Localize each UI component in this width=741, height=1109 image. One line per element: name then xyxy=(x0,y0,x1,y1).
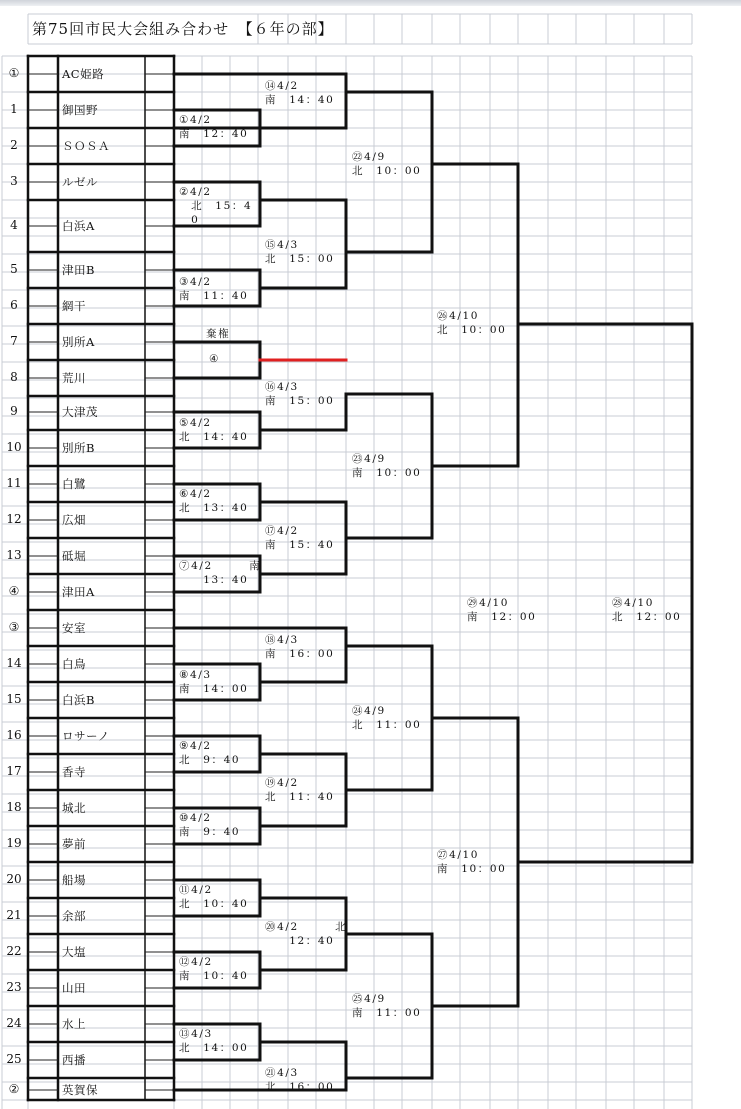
team-name: 山田 xyxy=(62,981,86,995)
match-6-label: ⑥4/2 北 13：40 xyxy=(179,488,249,514)
team-seed: 18 xyxy=(6,800,22,814)
team-seed: 5 xyxy=(10,262,18,276)
bye-label: 棄権 xyxy=(206,328,231,340)
team-name: 大津茂 xyxy=(62,405,98,419)
team-seed: 24 xyxy=(6,1016,22,1030)
team-seed: ② xyxy=(8,1082,20,1096)
match-16-label: ⑯4/3 南 15：00 xyxy=(265,381,335,407)
match-14-label: ⑭4/2 南 14：40 xyxy=(265,80,335,106)
team-seed: 11 xyxy=(6,476,22,490)
match-24-label: ㉔4/9 北 11：00 xyxy=(352,705,422,731)
team-seed: 4 xyxy=(10,218,18,232)
match-12-label: ⑫4/2 南 10：40 xyxy=(179,956,249,982)
team-name: 船場 xyxy=(62,873,86,887)
match-2-label: ②4/2 北 15：4 0 xyxy=(179,186,253,226)
team-seed: ④ xyxy=(8,584,20,598)
team-name: 白鳥 xyxy=(62,657,86,671)
match-27-label: ㉗4/10 南 10：00 xyxy=(437,849,507,875)
match-22-label: ㉒4/9 北 10：00 xyxy=(352,151,422,177)
team-name: 網干 xyxy=(62,299,86,313)
match-13-label: ⑬4/3 北 14：00 xyxy=(179,1028,249,1054)
team-seed: 12 xyxy=(6,512,22,526)
match-9-label: ⑨4/2 北 9：40 xyxy=(179,740,241,766)
team-name: 津田B xyxy=(62,263,95,277)
sheet-title: 第75回市民大会組み合わせ 【６年の部】 xyxy=(32,20,334,38)
team-name: 夢前 xyxy=(62,837,86,851)
match-20-label: ⑳4/2 北 12：40 xyxy=(265,921,348,947)
team-seed: ① xyxy=(8,66,20,80)
team-name: 白浜A xyxy=(62,219,95,233)
team-seed: 10 xyxy=(6,440,22,454)
team-name: 香寺 xyxy=(62,765,86,779)
match-26-label: ㉖4/10 北 10：00 xyxy=(437,310,507,336)
match-4-label: ④ xyxy=(209,353,221,365)
team-name: 英賀保 xyxy=(62,1083,98,1097)
team-seed: 1 xyxy=(10,102,18,116)
team-name: 砥堀 xyxy=(62,549,86,563)
match-28-label: ㉘4/10 北 12：00 xyxy=(612,597,682,623)
team-seed: 6 xyxy=(10,298,18,312)
team-name: 白浜B xyxy=(62,693,95,707)
window-top-bar xyxy=(0,0,741,6)
match-18-label: ⑱4/3 南 16：00 xyxy=(265,634,335,660)
team-seed: 21 xyxy=(6,908,22,922)
team-seed: 3 xyxy=(10,174,18,188)
team-seed: 16 xyxy=(6,728,22,742)
team-name: 御国野 xyxy=(62,103,98,117)
match-17-label: ⑰4/2 南 15：40 xyxy=(265,525,335,551)
match-1-label: ①4/2 南 12：40 xyxy=(179,114,249,140)
team-seed: 2 xyxy=(10,138,18,152)
team-name: ルゼル xyxy=(62,175,98,189)
team-seed: 14 xyxy=(6,656,22,670)
match-29-label: ㉙4/10 南 12：00 xyxy=(467,597,537,623)
team-seed: ③ xyxy=(8,620,20,634)
match-3-label: ③4/2 南 11：40 xyxy=(179,276,249,302)
team-seed: 8 xyxy=(10,370,18,384)
team-name: 津田A xyxy=(62,585,95,599)
team-name: 大塩 xyxy=(62,945,86,959)
team-seed: 22 xyxy=(6,944,22,958)
team-name: ロサーノ xyxy=(62,729,110,743)
match-7-label: ⑦4/2 南 13：40 xyxy=(179,560,262,586)
team-name: 余部 xyxy=(62,909,86,923)
match-19-label: ⑲4/2 北 11：40 xyxy=(265,777,335,803)
match-23-label: ㉓4/9 南 10：00 xyxy=(352,453,422,479)
team-name: 別所B xyxy=(62,441,95,455)
team-seed: 17 xyxy=(6,764,22,778)
match-21-label: ㉑4/3 北 16：00 xyxy=(265,1067,335,1093)
team-seed: 20 xyxy=(6,872,22,886)
team-name: 白鷺 xyxy=(62,477,86,491)
team-name: 広畑 xyxy=(62,513,86,527)
team-seed: 23 xyxy=(6,980,22,994)
team-name: ＳＯＳＡ xyxy=(62,139,110,153)
team-name: 西播 xyxy=(62,1053,86,1067)
team-seed: 9 xyxy=(10,404,18,418)
team-name: 城北 xyxy=(62,801,86,815)
team-seed: 13 xyxy=(6,548,22,562)
match-10-label: ⑩4/2 南 9：40 xyxy=(179,812,241,838)
match-15-label: ⑮4/3 北 15：00 xyxy=(265,239,335,265)
team-seed: 25 xyxy=(6,1052,22,1066)
team-seed: 15 xyxy=(6,692,22,706)
match-5-label: ⑤4/2 北 14：40 xyxy=(179,417,249,443)
team-name: AC姫路 xyxy=(62,67,105,81)
team-name: 水上 xyxy=(62,1017,86,1031)
match-25-label: ㉕4/9 南 11：00 xyxy=(352,993,422,1019)
team-name: 安室 xyxy=(62,621,86,635)
team-seed: 19 xyxy=(6,836,22,850)
team-name: 荒川 xyxy=(62,371,86,385)
match-11-label: ⑪4/2 北 10：40 xyxy=(179,884,249,910)
team-seed: 7 xyxy=(10,334,18,348)
team-name: 別所A xyxy=(62,335,95,349)
match-8-label: ⑧4/3 南 14：00 xyxy=(179,669,249,695)
